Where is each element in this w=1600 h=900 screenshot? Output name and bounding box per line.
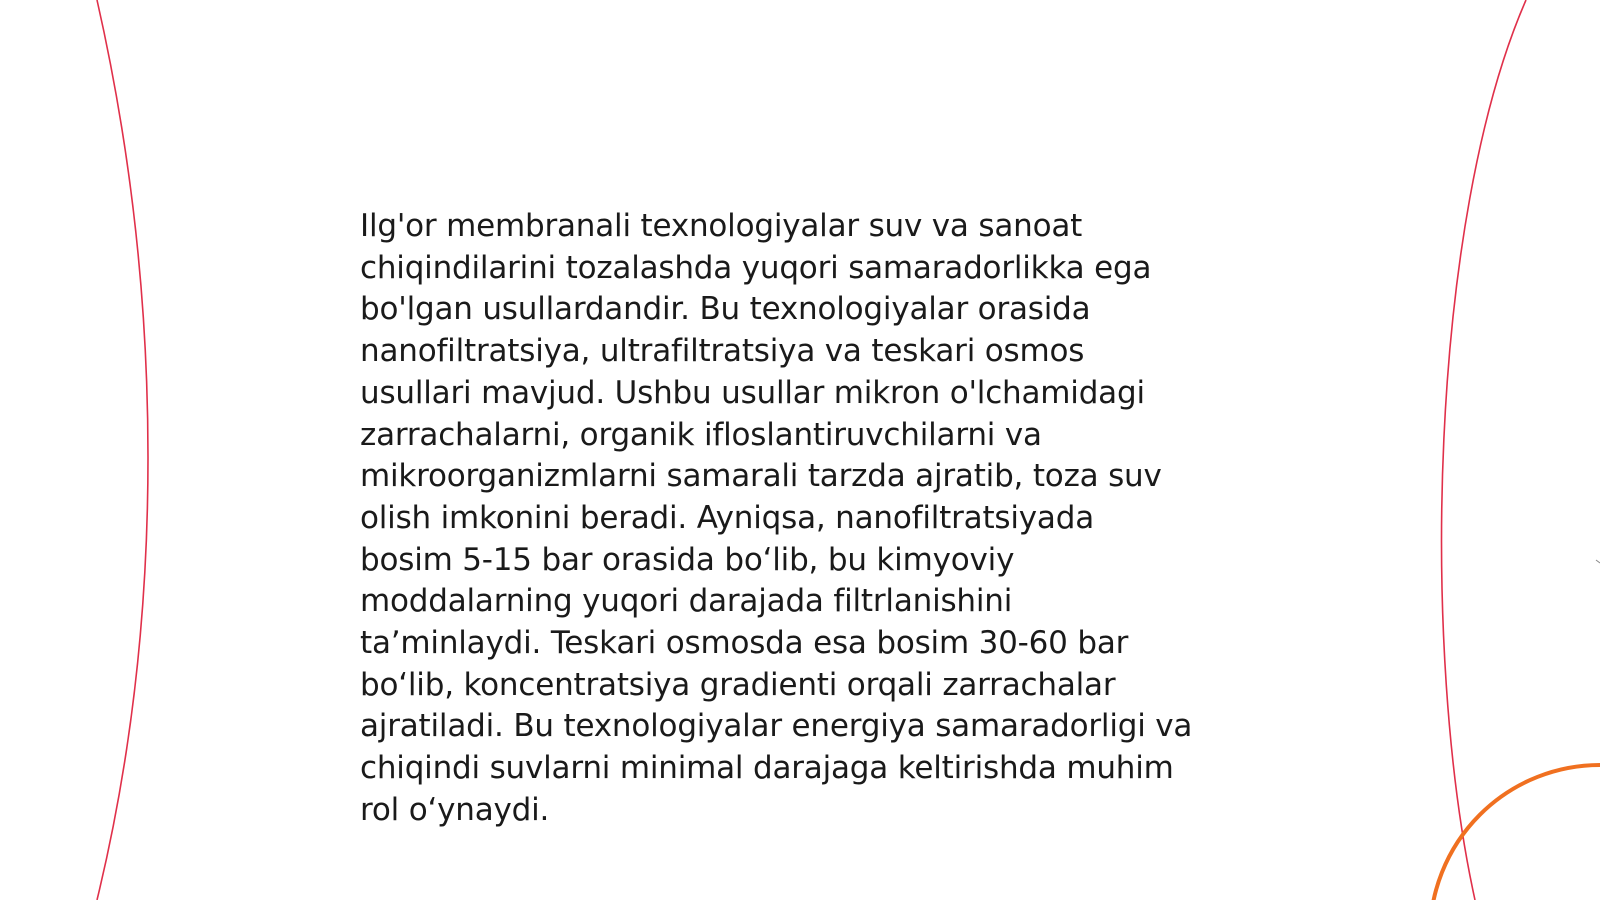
- right-edge-tick: [1596, 560, 1600, 563]
- body-line: zarrachalarni, organik ifloslantiruvchilarni va: [360, 416, 1042, 453]
- body-line: ajratiladi. Bu texnologiyalar energiya samaradorligi va: [360, 708, 1193, 745]
- body-line: mikroorganizmlarni samarali tarzda ajratib, toza suv: [360, 458, 1162, 495]
- body-line: nanofiltratsiya, ultrafiltratsiya va teskari osmos: [360, 333, 1085, 370]
- body-line: chiqindi suvlarni minimal darajaga keltirishda muhim: [360, 750, 1174, 787]
- body-line: bosim 5-15 bar orasida bo‘lib, bu kimyoviy: [360, 541, 1015, 578]
- body-line: ta’minlaydi. Teskari osmosda esa bosim 30-60 bar: [360, 625, 1129, 662]
- body-line: chiqindilarini tozalashda yuqori samaradorlikka ega: [360, 249, 1152, 286]
- body-paragraph: [360, 206, 1260, 832]
- body-line: usullari mavjud. Ushbu usullar mikron o'lchamidagi: [360, 374, 1145, 411]
- body-line: bo‘lib, koncentratsiya gradienti orqali zarrachalar: [360, 666, 1116, 703]
- left-arc-line: [97, 0, 148, 900]
- body-line: rol o‘ynaydi.: [360, 791, 550, 828]
- body-line: bo'lgan usullardandir. Bu texnologiyalar orasida: [360, 291, 1091, 328]
- right-arc-line: [1442, 0, 1526, 900]
- body-line: olish imkonini beradi. Ayniqsa, nanofiltratsiyada: [360, 499, 1095, 536]
- body-line: moddalarning yuqori darajada filtrlanishini: [360, 583, 1013, 620]
- body-line: Ilg'or membranali texnologiyalar suv va sanoat: [360, 208, 1083, 244]
